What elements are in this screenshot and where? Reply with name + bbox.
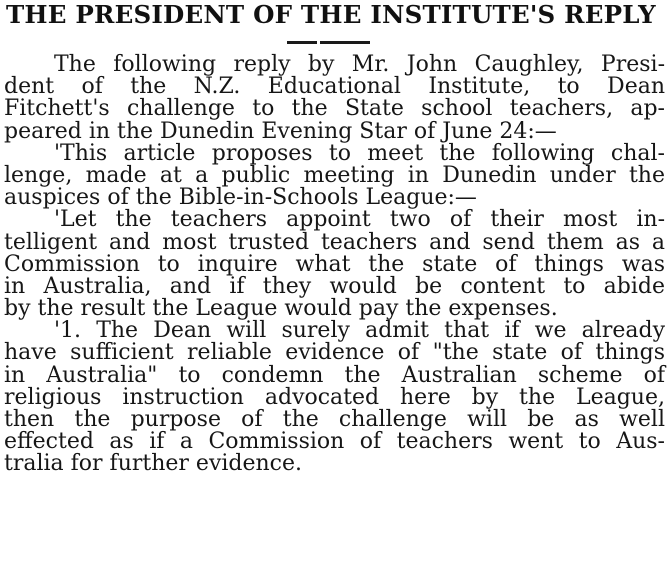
article-line: in Australia" to condemn the Australian scheme of [4, 362, 665, 388]
article-line: 'This article proposes to meet the following chal- [54, 140, 665, 166]
article-headline: THE PRESIDENT OF THE INSTITUTE'S REPLY [6, 0, 656, 29]
article-line: telligent and most trusted teachers and send them as a [4, 229, 665, 255]
article-line: peared in the Dunedin Evening Star of June 24:— [4, 118, 557, 144]
article-line: tralia for further evidence. [4, 451, 303, 477]
article-line: Commission to inquire what the state of things was [4, 251, 665, 277]
article-line: then the purpose of the challenge will be as well [4, 407, 665, 432]
article-body [0, 54, 671, 476]
article-line: '1. The Dean will surely admit that if we already [54, 318, 665, 344]
article-line: in Australia, and if they would be content to abide [4, 273, 665, 299]
article-line: The following reply by Mr. John Caughley, Presi- [54, 52, 665, 77]
article-line: have sufficient reliable evidence of "the state of things [4, 340, 665, 366]
article-line: lenge, made at a public meeting in Dunedin under the [4, 162, 665, 188]
article-line: religious instruction advocated here by the League, [4, 384, 665, 410]
headline-rule-left [287, 41, 317, 44]
headline-rule-right [320, 41, 370, 44]
article-line: dent of the N.Z. Educational Institute, to Dean [4, 74, 665, 100]
article-line: 'Let the teachers appoint two of their most in- [54, 207, 665, 233]
article-line: Fitchett's challenge to the State school teachers, ap- [4, 96, 665, 122]
article-line: by the result the League would pay the expenses. [4, 296, 558, 322]
article-line: effected as if a Commission of teachers went to Aus- [4, 429, 665, 455]
article-line: auspices of the Bible-in-Schools League:— [4, 185, 477, 211]
